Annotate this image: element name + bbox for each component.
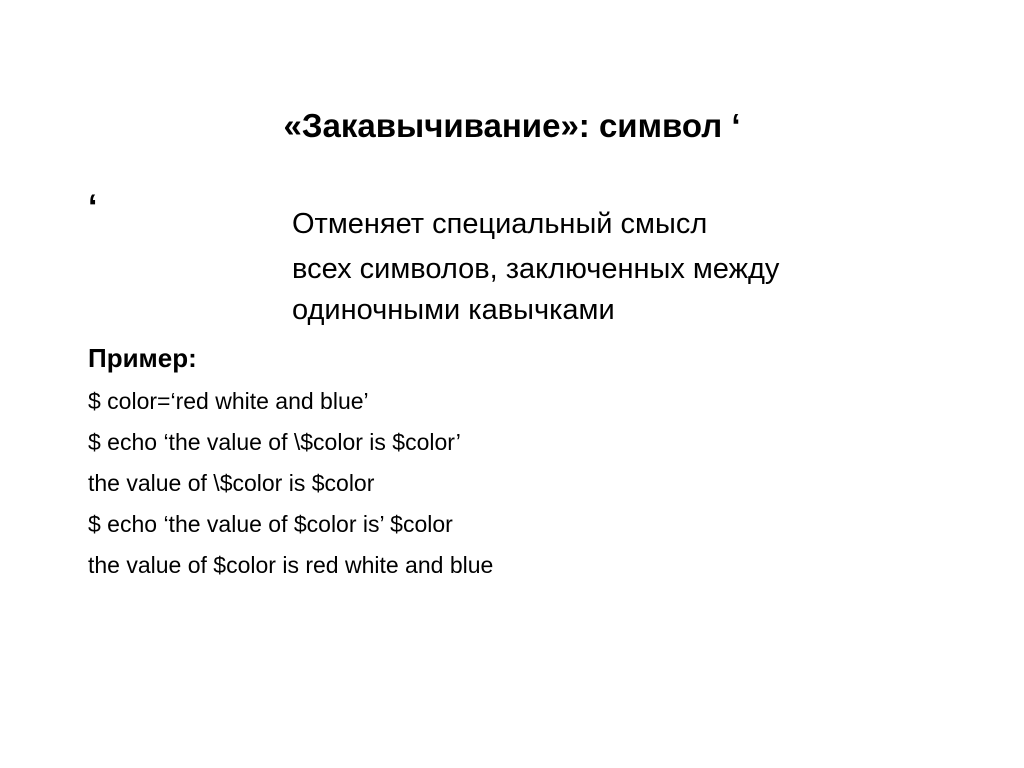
example-line: the value of $color is red white and blue	[88, 552, 494, 578]
example-line: the value of \$color is $color	[88, 470, 375, 496]
example-block	[88, 381, 493, 586]
example-line: $ color=‘red white and blue’	[88, 388, 369, 414]
example-line: $ echo ‘the value of \$color is $color’	[88, 429, 461, 455]
slide-title: «Закавычивание»: символ ‘	[283, 107, 741, 144]
quote-symbol: ‘	[88, 188, 98, 226]
description-line: всех символов, заключенных между	[292, 253, 780, 285]
description-line: одиночными кавычками	[292, 294, 615, 326]
example-heading: Пример:	[88, 343, 197, 373]
description	[292, 203, 779, 328]
description-line: Отменяет специальный смысл	[292, 208, 708, 240]
example-line: $ echo ‘the value of $color is’ $color	[88, 511, 453, 537]
